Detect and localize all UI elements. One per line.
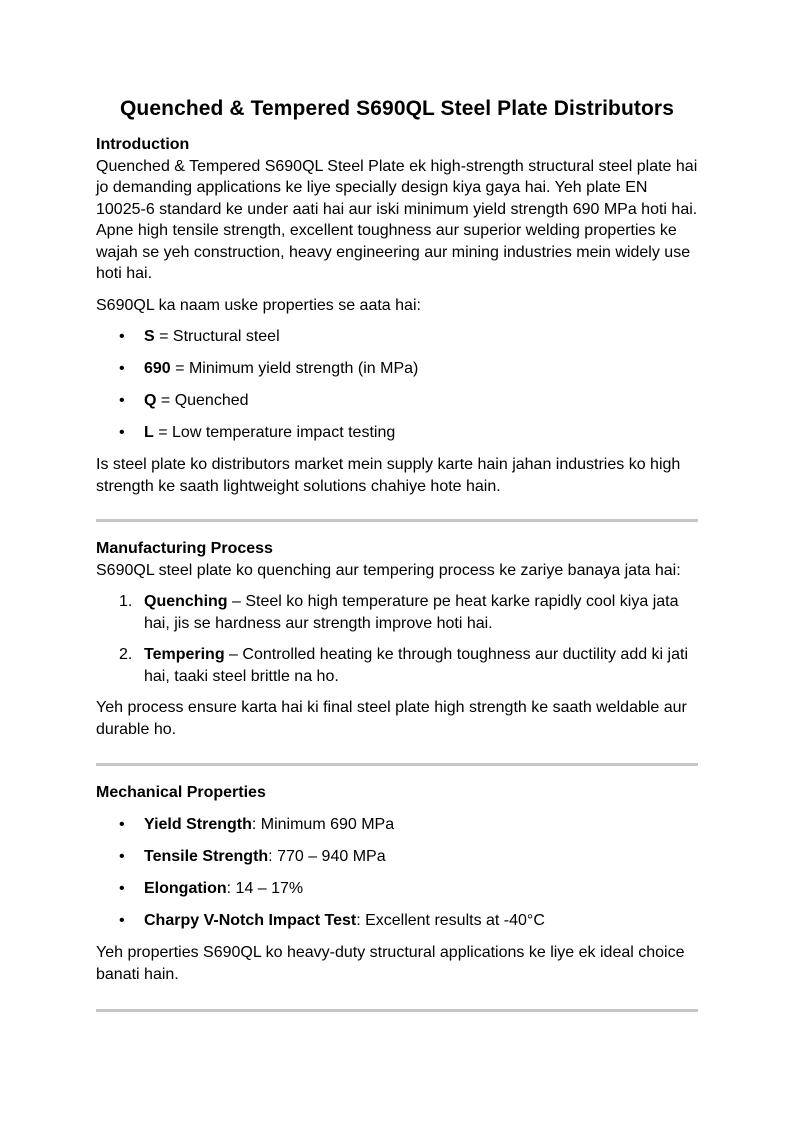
list-item-term: L <box>144 424 154 441</box>
manufacturing-paragraph-2: Yeh process ensure karta hai ki final steel plate high strength ke saath weldable aur durable ho. <box>96 699 687 738</box>
bullet-icon: • <box>119 816 125 833</box>
section-divider <box>96 519 698 522</box>
list-item-desc: : Minimum 690 MPa <box>251 816 395 833</box>
intro-paragraph-2: S690QL ka naam uske properties se aata hai: <box>96 296 421 314</box>
manufacturing-steps <box>96 591 698 687</box>
list-item <box>96 814 698 836</box>
list-item <box>96 644 698 687</box>
bullet-icon: • <box>119 424 125 441</box>
list-item-desc: – Steel ko high temperature pe heat karke rapidly cool kiya jata hai, jis se hardness aur strength improve hoti hai. <box>144 593 679 632</box>
mechanical-section <box>96 782 698 985</box>
bullet-icon: • <box>119 360 125 377</box>
list-item-term: Yield Strength <box>144 816 252 833</box>
list-item-desc: = Structural steel <box>154 328 280 345</box>
list-item-term: S <box>144 328 155 345</box>
manufacturing-heading: Manufacturing Process <box>96 540 273 557</box>
intro-section <box>96 134 698 497</box>
list-item-desc: : Excellent results at -40°C <box>356 912 545 929</box>
list-item-desc: – Controlled heating ke through toughness aur ductility add ki jati hai, taaki steel brittle na ho. <box>144 646 689 685</box>
bullet-icon: • <box>119 848 125 865</box>
mechanical-paragraph-1: Yeh properties S690QL ko heavy-duty structural applications ke liye ek ideal choice banati hain. <box>96 944 685 983</box>
list-item <box>96 326 698 348</box>
list-item-desc: = Low temperature impact testing <box>153 424 396 441</box>
list-item-term: Tempering <box>144 646 225 663</box>
step-number: 2. <box>119 646 133 663</box>
list-item <box>96 910 698 932</box>
step-number: 1. <box>119 593 133 610</box>
list-item <box>96 390 698 412</box>
list-item <box>96 878 698 900</box>
intro-paragraph-1: Quenched & Tempered S690QL Steel Plate ek high-strength structural steel plate hai jo demanding applications ke liye specially design kiya gaya hai. Yeh plate EN 10025-6 standard ke under aati hai aur iski minimum yield strength 690 MPa hoti hai. Apne high tensile strength, excellent toughness aur superior welding properties ke wajah se yeh construction, heavy engineering aur mining industries mein widely use hoti hai. <box>96 157 698 282</box>
document-content <box>96 96 698 1012</box>
bullet-icon: • <box>119 880 125 897</box>
intro-list <box>96 326 698 444</box>
section-divider <box>96 1009 698 1012</box>
list-item-term: 690 <box>144 360 171 377</box>
bullet-icon: • <box>119 328 125 345</box>
list-item-desc: : 14 – 17% <box>226 880 304 897</box>
list-item-term: Q <box>144 392 157 409</box>
section-divider <box>96 763 698 766</box>
list-item-desc: = Minimum yield strength (in MPa) <box>170 360 419 377</box>
list-item <box>96 358 698 380</box>
list-item <box>96 846 698 868</box>
manufacturing-paragraph-1: S690QL steel plate ko quenching aur tempering process ke zariye banaya jata hai: <box>96 561 681 579</box>
list-item-term: Tensile Strength <box>144 848 269 865</box>
page-title: Quenched & Tempered S690QL Steel Plate Distributors <box>120 97 674 120</box>
list-item <box>96 591 698 634</box>
bullet-icon: • <box>119 912 125 929</box>
list-item <box>96 422 698 444</box>
mechanical-list <box>96 814 698 932</box>
intro-paragraph-3: Is steel plate ko distributors market mein supply karte hain jahan industries ko high strength ke saath lightweight solutions chahiye hote hain. <box>96 456 681 495</box>
list-item-term: Charpy V-Notch Impact Test <box>144 912 357 929</box>
mechanical-heading: Mechanical Properties <box>96 784 266 801</box>
list-item-term: Elongation <box>144 880 227 897</box>
bullet-icon: • <box>119 392 125 409</box>
list-item-term: Quenching <box>144 593 228 610</box>
list-item-desc: : 770 – 940 MPa <box>268 848 386 865</box>
manufacturing-section <box>96 538 698 740</box>
intro-heading: Introduction <box>96 136 190 153</box>
list-item-desc: = Quenched <box>156 392 249 409</box>
